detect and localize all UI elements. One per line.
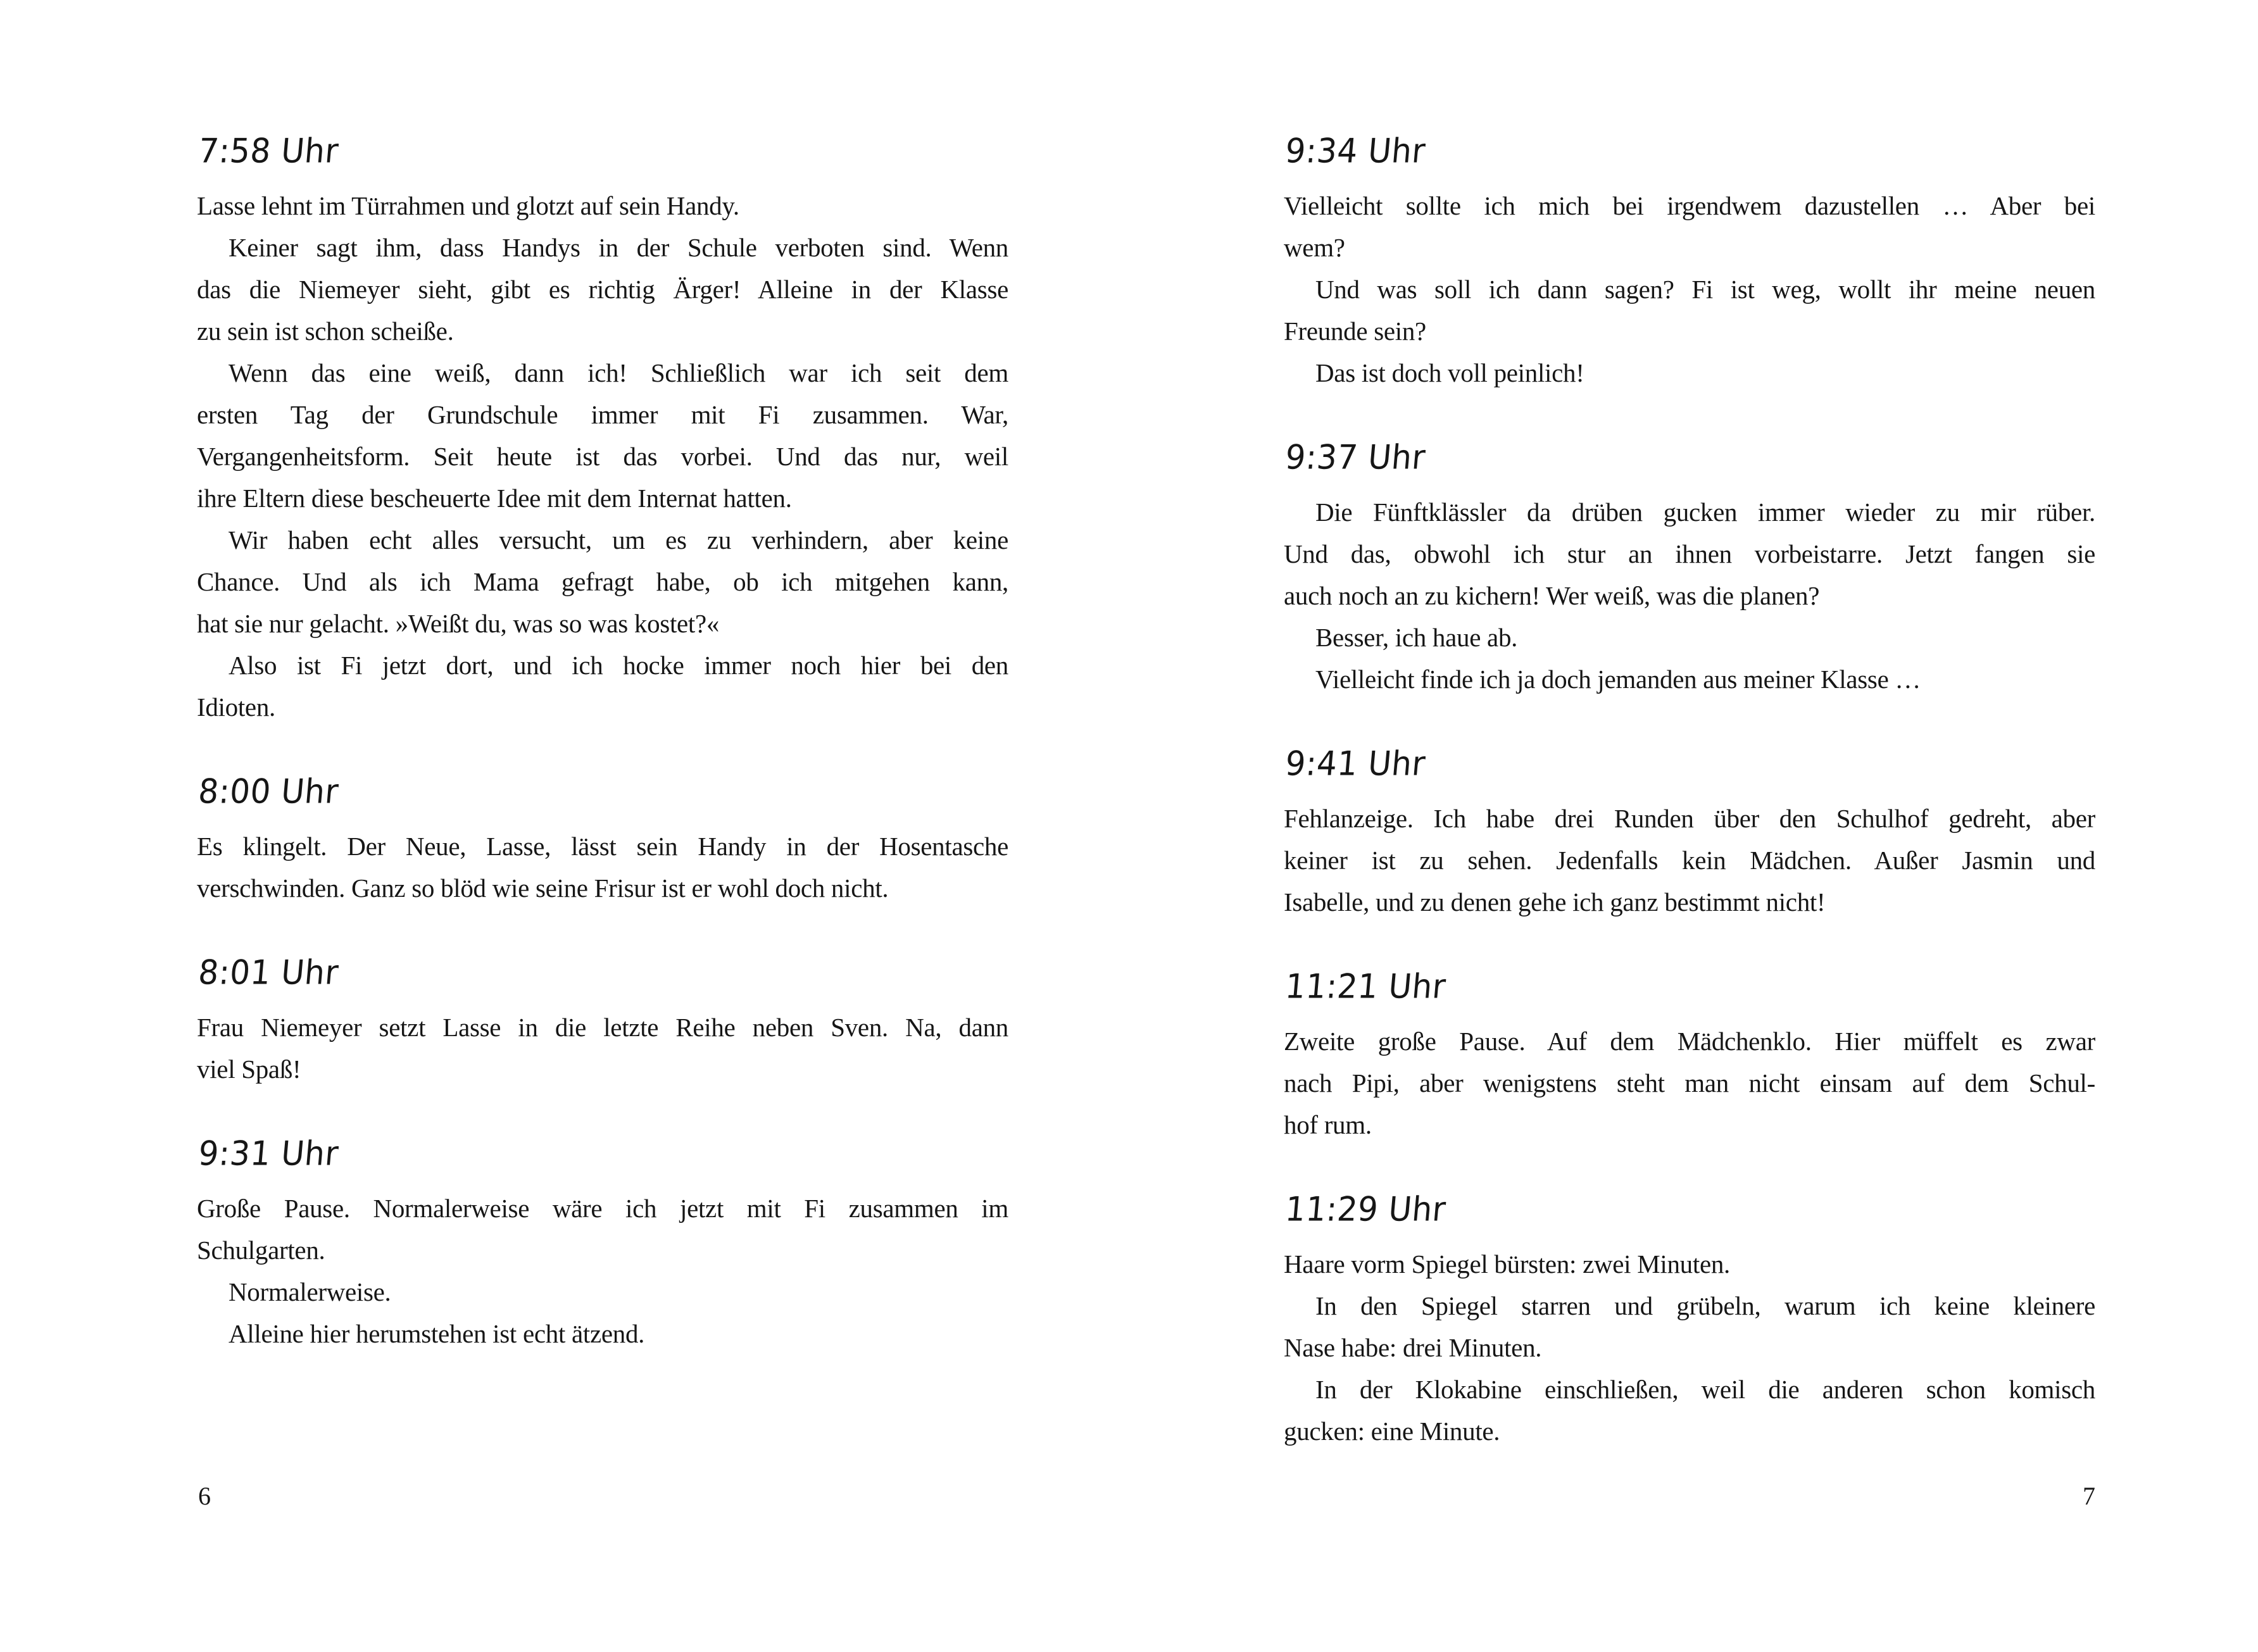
- page-number-left: 6: [198, 1482, 211, 1510]
- text-line: Und das, obwohl ich stur an ihnen vorbeistarre. Jetzt fangen sie: [1284, 539, 2095, 568]
- text-line: Haare vorm Spiegel bürsten: zwei Minuten.: [1284, 1249, 1731, 1279]
- text-line: Wenn das eine weiß, dann ich! Schließlich war ich seit dem: [229, 358, 1008, 387]
- time-heading: 9:37 Uhr: [1283, 437, 1427, 477]
- diary-section: [1283, 744, 2095, 923]
- text-line: Lasse lehnt im Türrahmen und glotzt auf sein Handy.: [197, 191, 739, 220]
- text-line: hof rum.: [1284, 1110, 1372, 1139]
- paragraph: [1284, 268, 2095, 352]
- left-page: [197, 0, 1008, 1355]
- text-line: Die Fünftklässler da drüben gucken immer wieder zu mir rüber.: [1315, 497, 2095, 527]
- text-line: In den Spiegel starren und grübeln, warum ich keine kleinere: [1315, 1291, 2095, 1320]
- paragraph: [197, 1271, 1008, 1313]
- paragraph: [197, 644, 1008, 728]
- time-heading: 11:29 Uhr: [1283, 1189, 1448, 1229]
- text-line: ersten Tag der Grundschule immer mit Fi zusammen. War,: [197, 400, 1008, 429]
- paragraph: [1284, 798, 2095, 923]
- text-line: Vielleicht sollte ich mich bei irgendwem dazustellen … Aber bei: [1284, 191, 2095, 220]
- diary-section: [196, 953, 1008, 1090]
- text-line: viel Spaß!: [197, 1054, 301, 1084]
- text-line: ihre Eltern diese bescheuerte Idee mit dem Internat hatten.: [197, 484, 792, 513]
- time-heading: 9:41 Uhr: [1283, 744, 1427, 784]
- diary-section: [1283, 1189, 2095, 1452]
- diary-section: [1283, 437, 2095, 700]
- text-line: keiner ist zu sehen. Jedenfalls kein Mädchen. Außer Jasmin und: [1284, 846, 2095, 875]
- text-line: Isabelle, und zu denen gehe ich ganz bestimmt nicht!: [1284, 887, 1826, 917]
- text-line: zu sein ist schon scheiße.: [197, 316, 454, 346]
- paragraph: [197, 1313, 1008, 1355]
- time-heading: 9:31 Uhr: [196, 1134, 341, 1173]
- text-line: Chance. Und als ich Mama gefragt habe, ob ich mitgehen kann,: [197, 567, 1008, 596]
- right-page: [1284, 0, 2095, 1452]
- text-line: verschwinden. Ganz so blöd wie seine Frisur ist er wohl doch nicht.: [197, 873, 889, 903]
- paragraph: [197, 825, 1008, 909]
- time-heading: 9:34 Uhr: [1283, 131, 1427, 171]
- diary-section: [196, 131, 1008, 728]
- text-line: Nase habe: drei Minuten.: [1284, 1333, 1542, 1362]
- paragraph: [1284, 658, 2095, 700]
- text-line: Alleine hier herumstehen ist echt ätzend.: [229, 1319, 645, 1348]
- text-line: gucken: eine Minute.: [1284, 1417, 1500, 1446]
- text-line: das die Niemeyer sieht, gibt es richtig Ärger! Alleine in der Klasse: [197, 275, 1008, 304]
- text-line: hat sie nur gelacht. »Weißt du, was so was kostet?«: [197, 609, 720, 638]
- time-heading: 7:58 Uhr: [196, 131, 341, 171]
- diary-section: [1283, 131, 2095, 394]
- paragraph: [1284, 491, 2095, 616]
- diary-section: [196, 772, 1008, 909]
- diary-section: [196, 1134, 1008, 1355]
- text-line: Freunde sein?: [1284, 316, 1426, 346]
- text-line: Idioten.: [197, 692, 275, 722]
- paragraph: [1284, 1243, 2095, 1285]
- paragraph: [197, 185, 1008, 227]
- paragraph: [197, 519, 1008, 644]
- text-line: Schulgarten.: [197, 1236, 325, 1265]
- text-line: In der Klokabine einschließen, weil die anderen schon komisch: [1315, 1375, 2095, 1404]
- text-line: Wir haben echt alles versucht, um es zu verhindern, aber keine: [229, 525, 1008, 554]
- text-line: Es klingelt. Der Neue, Lasse, lässt sein Handy in der Hosentasche: [197, 832, 1008, 861]
- paragraph: [197, 227, 1008, 352]
- page-number-right: 7: [2083, 1482, 2095, 1510]
- diary-section: [1283, 967, 2095, 1146]
- text-line: Vergangenheitsform. Seit heute ist das vorbei. Und das nur, weil: [197, 442, 1008, 471]
- paragraph: [1284, 616, 2095, 658]
- text-line: Frau Niemeyer setzt Lasse in die letzte Reihe neben Sven. Na, dann: [197, 1013, 1008, 1042]
- text-line: Große Pause. Normalerweise wäre ich jetzt mit Fi zusammen im: [197, 1194, 1008, 1223]
- text-line: Fehlanzeige. Ich habe drei Runden über den Schulhof gedreht, aber: [1284, 804, 2095, 833]
- paragraph: [197, 1187, 1008, 1271]
- paragraph: [197, 352, 1008, 519]
- time-heading: 8:01 Uhr: [196, 953, 341, 992]
- paragraph: [1284, 352, 2095, 394]
- text-line: wem?: [1284, 233, 1345, 262]
- text-line: auch noch an zu kichern! Wer weiß, was die planen?: [1284, 581, 1820, 610]
- text-line: Vielleicht finde ich ja doch jemanden aus meiner Klasse …: [1315, 665, 1921, 694]
- paragraph: [1284, 1368, 2095, 1452]
- text-line: Also ist Fi jetzt dort, und ich hocke immer noch hier bei den: [229, 651, 1008, 680]
- paragraph: [1284, 185, 2095, 268]
- text-line: Keiner sagt ihm, dass Handys in der Schule verboten sind. Wenn: [229, 233, 1008, 262]
- text-line: Und was soll ich dann sagen? Fi ist weg, wollt ihr meine neuen: [1315, 275, 2095, 304]
- paragraph: [1284, 1020, 2095, 1146]
- text-line: Das ist doch voll peinlich!: [1315, 358, 1584, 387]
- time-heading: 11:21 Uhr: [1283, 967, 1448, 1006]
- paragraph: [197, 1006, 1008, 1090]
- text-line: Zweite große Pause. Auf dem Mädchenklo. Hier müffelt es zwar: [1284, 1027, 2095, 1056]
- time-heading: 8:00 Uhr: [196, 772, 341, 811]
- text-line: Besser, ich haue ab.: [1315, 623, 1518, 652]
- paragraph: [1284, 1285, 2095, 1368]
- text-line: nach Pipi, aber wenigstens steht man nicht einsam auf dem Schul-: [1284, 1068, 2095, 1098]
- text-line: Normalerweise.: [229, 1277, 391, 1306]
